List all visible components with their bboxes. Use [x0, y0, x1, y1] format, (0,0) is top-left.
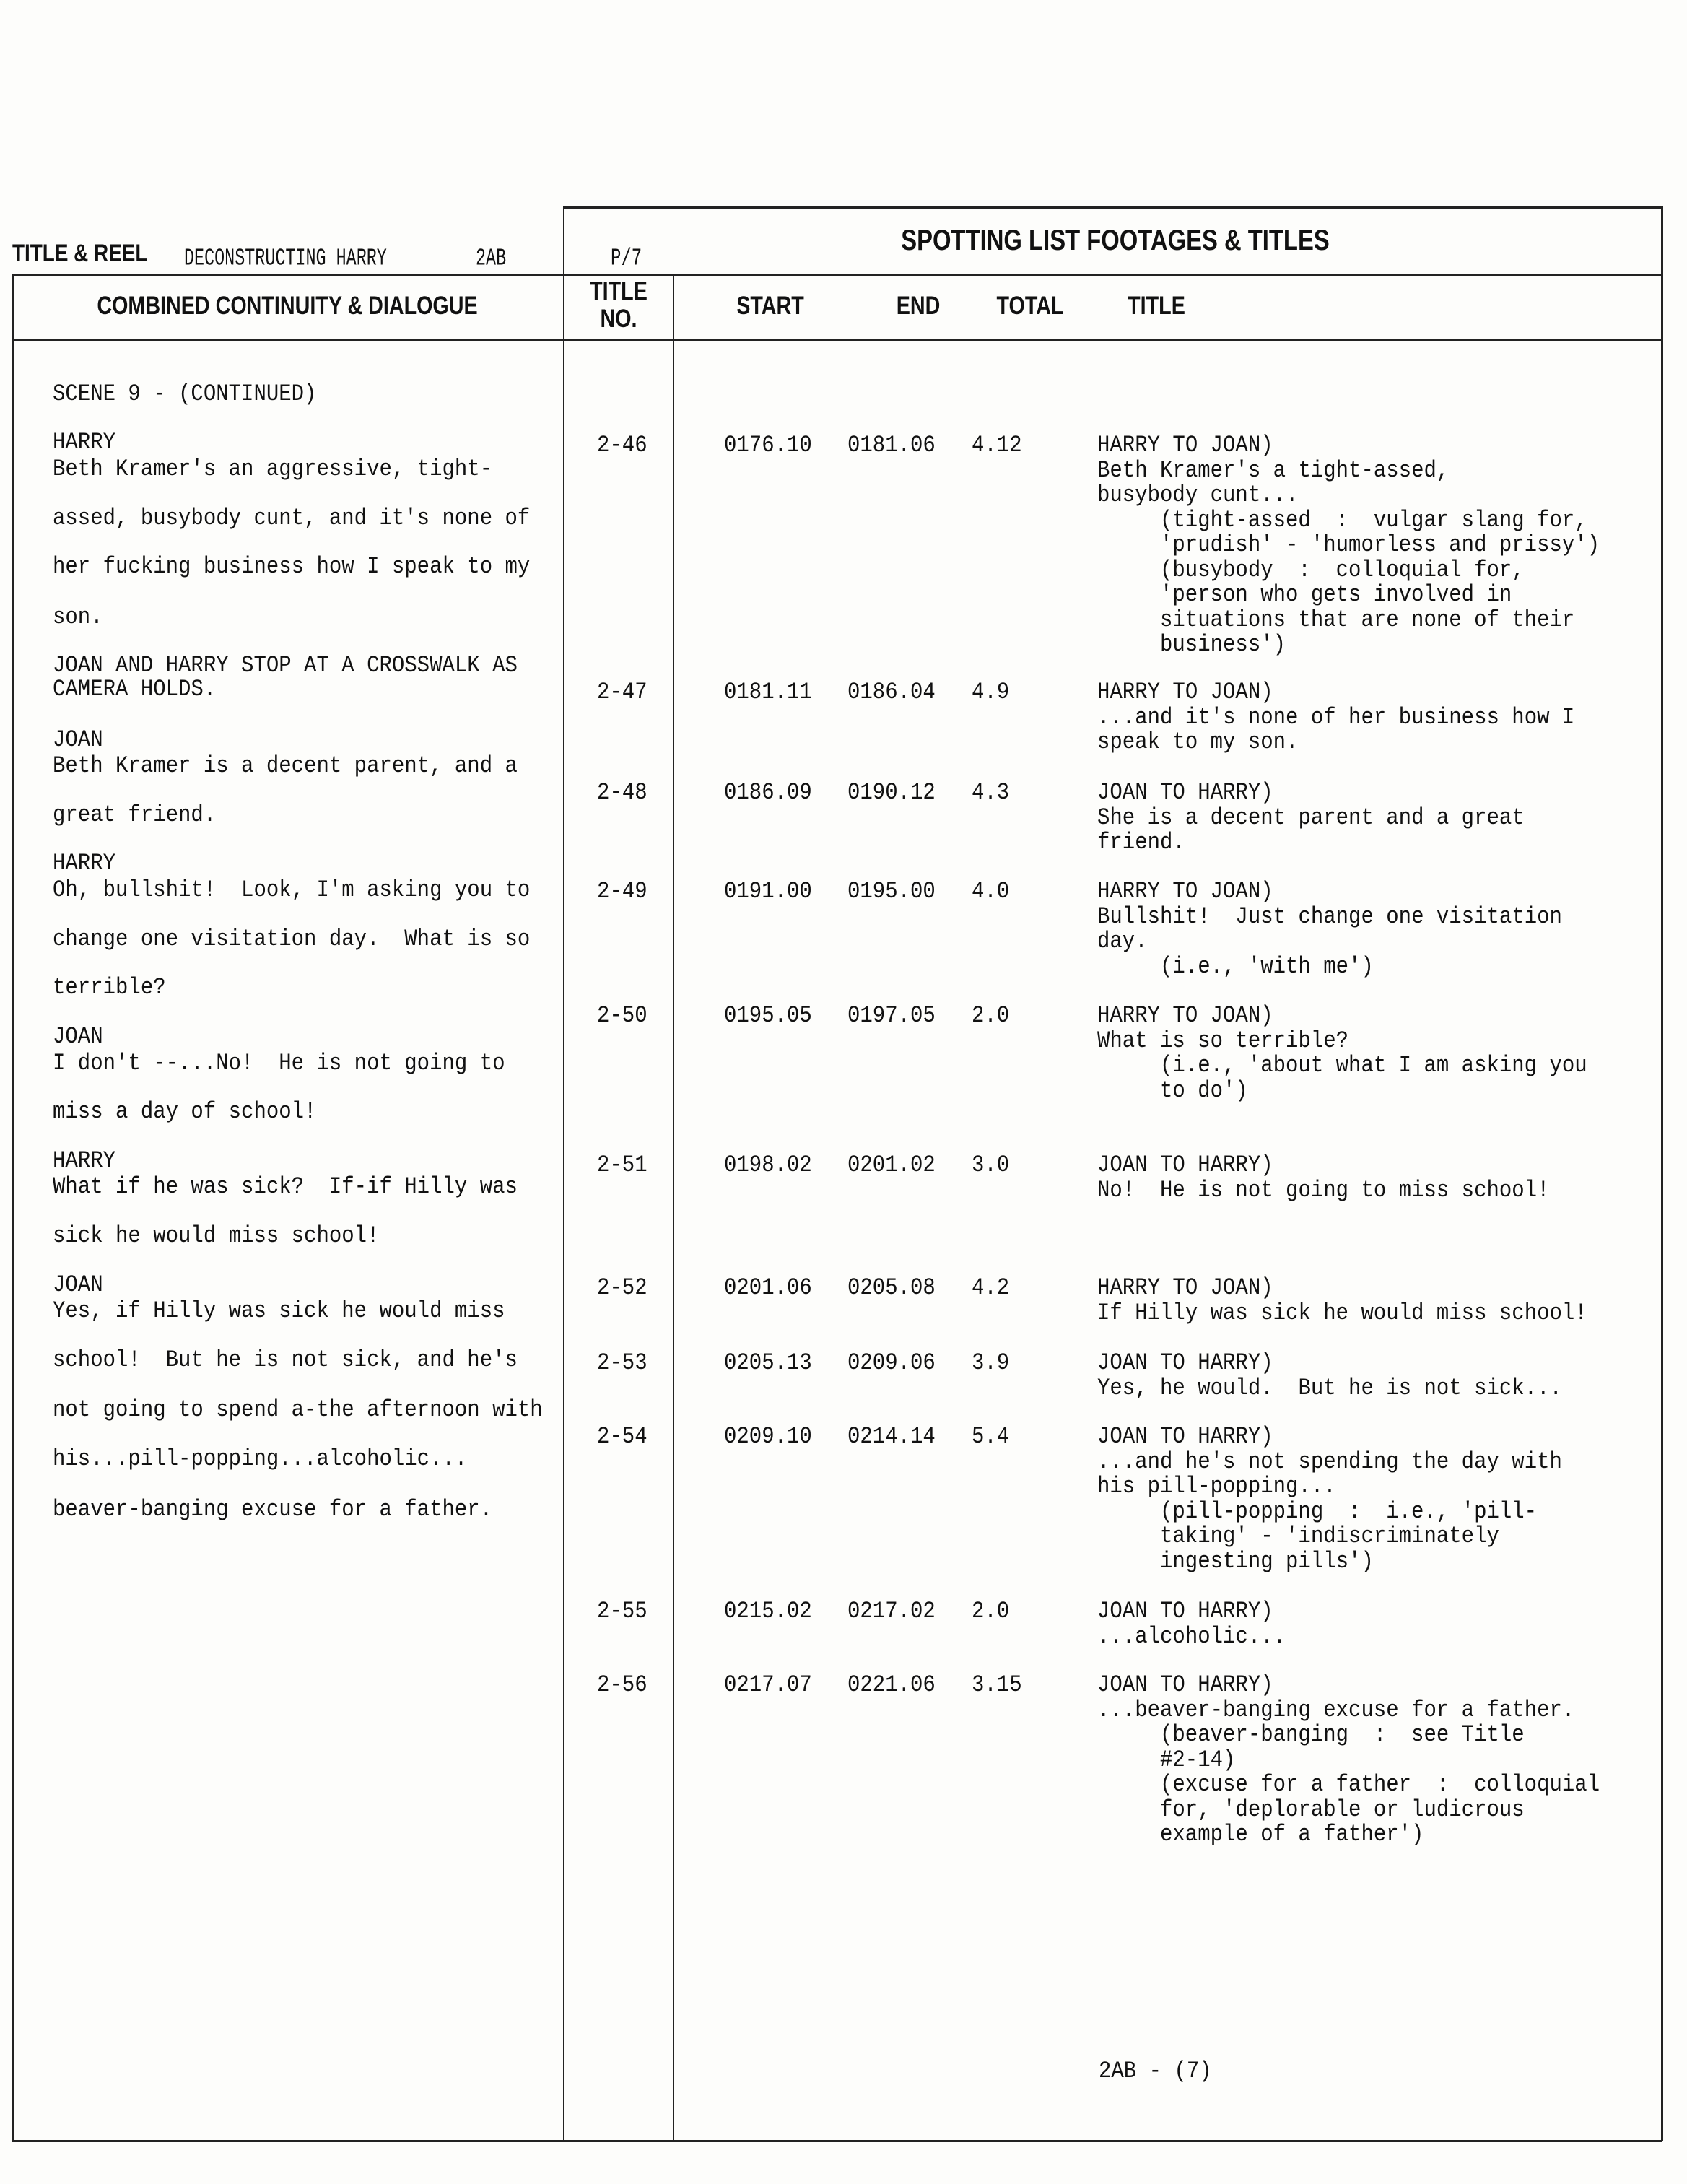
end-footage: 0197.05 — [847, 1002, 936, 1029]
total-footage: 4.3 — [972, 779, 1010, 806]
subtitle-line: ...beaver-banging excuse for a father. — [1097, 1696, 1575, 1723]
subtitle-line: JOAN TO HARRY) — [1097, 1423, 1273, 1450]
continuity-line: terrible? — [53, 974, 166, 1001]
continuity-line: son. — [53, 604, 103, 630]
subtitle-line: HARRY TO JOAN) — [1097, 432, 1273, 458]
continuity-line: SCENE 9 - (CONTINUED) — [53, 380, 317, 407]
continuity-line: great friend. — [53, 801, 217, 828]
end-header: END — [896, 292, 941, 320]
translation-note: example of a father') — [1160, 1821, 1424, 1848]
spotting-list-title: SPOTTING LIST FOOTAGES & TITLES — [901, 225, 1330, 256]
continuity-line: I don't --...No! He is not going to — [53, 1050, 505, 1076]
subtitle-line: Yes, he would. But he is not sick... — [1097, 1374, 1562, 1401]
end-footage: 0190.12 — [847, 779, 936, 806]
title-number: 2-52 — [597, 1274, 648, 1301]
frame-bottom — [12, 2140, 1662, 2142]
start-footage: 0181.11 — [724, 679, 812, 705]
continuity-line: his...pill-popping...alcoholic... — [53, 1445, 468, 1472]
subtitle-line: What is so terrible? — [1097, 1027, 1349, 1054]
continuity-line: Oh, bullshit! Look, I'm asking you to — [53, 876, 531, 903]
frame-right — [1661, 206, 1663, 2141]
total-footage: 2.0 — [972, 1002, 1010, 1029]
subtitle-line: Beth Kramer's a tight-assed, — [1097, 456, 1450, 484]
subtitle-line: JOAN TO HARRY) — [1097, 1671, 1273, 1698]
end-footage: 0201.02 — [847, 1152, 936, 1178]
subtitle-line: busybody cunt... — [1097, 482, 1299, 508]
translation-note: taking' - 'indiscriminately — [1160, 1523, 1499, 1549]
total-footage: 3.9 — [972, 1349, 1010, 1376]
subtitle-line: She is a decent parent and a great — [1097, 804, 1525, 831]
continuity-line: Beth Kramer's an aggressive, tight- — [53, 456, 493, 482]
footer-page-ref: 2AB - (7) — [1099, 2058, 1212, 2084]
subtitle-line: JOAN TO HARRY) — [1097, 779, 1273, 806]
continuity-line: school! But he is not sick, and he's — [53, 1346, 518, 1373]
title-number: 2-54 — [597, 1423, 648, 1450]
frame-column-header-divider — [12, 339, 1662, 341]
start-footage: 0209.10 — [724, 1423, 812, 1450]
end-footage: 0221.06 — [847, 1671, 936, 1698]
film-title: DECONSTRUCTING HARRY — [184, 245, 387, 273]
subtitle-line: ...and it's none of her business how I — [1097, 703, 1575, 731]
translation-note: business') — [1160, 631, 1286, 658]
subtitle-line: JOAN TO HARRY) — [1097, 1349, 1273, 1376]
continuity-line: JOAN — [53, 1271, 103, 1298]
subtitle-line: JOAN TO HARRY) — [1097, 1598, 1273, 1624]
continuity-line: JOAN AND HARRY STOP AT A CROSSWALK AS — [53, 652, 518, 679]
title-number: 2-56 — [597, 1671, 648, 1698]
subtitle-line: HARRY TO JOAN) — [1097, 679, 1273, 705]
end-footage: 0209.06 — [847, 1349, 936, 1376]
end-footage: 0214.14 — [847, 1423, 936, 1450]
subtitle-line: HARRY TO JOAN) — [1097, 1274, 1273, 1301]
end-footage: 0205.08 — [847, 1274, 936, 1301]
title-no-header-1: TITLE — [590, 277, 648, 305]
continuity-line: JOAN — [53, 1023, 103, 1050]
translation-note: (i.e., 'with me') — [1160, 952, 1374, 980]
continuity-line: miss a day of school! — [53, 1098, 317, 1125]
total-footage: 4.2 — [972, 1274, 1010, 1301]
start-footage: 0186.09 — [724, 779, 812, 806]
translation-note: 'person who gets involved in — [1160, 581, 1512, 608]
translation-note: (tight-assed : vulgar slang for, — [1160, 506, 1587, 534]
translation-note: to do') — [1160, 1076, 1248, 1104]
subtitle-line: Bullshit! Just change one visitation — [1097, 902, 1562, 930]
start-footage: 0215.02 — [724, 1598, 812, 1624]
end-footage: 0186.04 — [847, 679, 936, 705]
translation-note: (excuse for a father : colloquial — [1160, 1771, 1600, 1798]
subtitle-line: If Hilly was sick he would miss school! — [1097, 1299, 1587, 1326]
subtitle-line: HARRY TO JOAN) — [1097, 878, 1273, 905]
total-footage: 4.12 — [972, 432, 1022, 458]
start-footage: 0217.07 — [724, 1671, 812, 1698]
total-footage: 4.9 — [972, 679, 1010, 705]
title-number: 2-49 — [597, 878, 648, 905]
title-header: TITLE — [1128, 292, 1185, 320]
total-footage: 2.0 — [972, 1598, 1010, 1624]
page-number: P/7 — [611, 245, 642, 273]
continuity-line: HARRY — [53, 1147, 116, 1174]
translation-note: 'prudish' - 'humorless and prissy') — [1160, 531, 1600, 558]
title-reel-label: TITLE & REEL — [12, 240, 148, 267]
continuity-header: COMBINED CONTINUITY & DIALOGUE — [97, 292, 478, 320]
subtitle-line: No! He is not going to miss school! — [1097, 1176, 1550, 1204]
continuity-line: HARRY — [53, 429, 116, 456]
translation-note: situations that are none of their — [1160, 606, 1575, 633]
total-footage: 5.4 — [972, 1423, 1010, 1450]
frame-header-divider — [12, 274, 1662, 276]
title-number: 2-46 — [597, 432, 648, 458]
subtitle-line: ...and he's not spending the day with — [1097, 1448, 1562, 1475]
continuity-line: JOAN — [53, 726, 103, 753]
translation-note: (beaver-banging : see Title — [1160, 1721, 1525, 1748]
start-header: START — [736, 292, 804, 320]
subtitle-line: day. — [1097, 928, 1148, 954]
translation-note: #2-14) — [1160, 1746, 1236, 1773]
total-footage: 4.0 — [972, 878, 1010, 905]
subtitle-line: his pill-popping... — [1097, 1473, 1336, 1500]
total-footage: 3.0 — [972, 1152, 1010, 1178]
subtitle-line: speak to my son. — [1097, 728, 1299, 755]
reel: 2AB — [476, 245, 507, 273]
end-footage: 0195.00 — [847, 878, 936, 905]
start-footage: 0176.10 — [724, 432, 812, 458]
continuity-line: HARRY — [53, 850, 116, 876]
translation-note: ingesting pills') — [1160, 1547, 1374, 1575]
end-footage: 0181.06 — [847, 432, 936, 458]
title-number: 2-55 — [597, 1598, 648, 1624]
frame-top-right — [563, 206, 1662, 209]
continuity-line: beaver-banging excuse for a father. — [53, 1496, 493, 1523]
continuity-line: Yes, if Hilly was sick he would miss — [53, 1297, 505, 1324]
title-number: 2-53 — [597, 1349, 648, 1376]
continuity-line: not going to spend a-the afternoon with — [53, 1396, 543, 1423]
continuity-line: sick he would miss school! — [53, 1222, 380, 1249]
title-number: 2-51 — [597, 1152, 648, 1178]
translation-note: (busybody : colloquial for, — [1160, 556, 1525, 583]
continuity-line: change one visitation day. What is so — [53, 926, 531, 952]
start-footage: 0198.02 — [724, 1152, 812, 1178]
end-footage: 0217.02 — [847, 1598, 936, 1624]
title-number: 2-47 — [597, 679, 648, 705]
continuity-line: her fucking business how I speak to my — [53, 553, 531, 580]
start-footage: 0205.13 — [724, 1349, 812, 1376]
frame-col-divider-2 — [673, 274, 674, 2141]
total-header: TOTAL — [996, 292, 1064, 320]
translation-note: (pill-popping : i.e., 'pill- — [1160, 1497, 1538, 1525]
frame-col-divider-1 — [563, 206, 564, 2141]
start-footage: 0191.00 — [724, 878, 812, 905]
subtitle-line: JOAN TO HARRY) — [1097, 1152, 1273, 1178]
continuity-line: What if he was sick? If-if Hilly was — [53, 1173, 518, 1200]
continuity-line: CAMERA HOLDS. — [53, 676, 217, 702]
subtitle-line: ...alcoholic... — [1097, 1622, 1286, 1650]
frame-left — [12, 274, 14, 2141]
start-footage: 0195.05 — [724, 1002, 812, 1029]
translation-note: (i.e., 'about what I am asking you — [1160, 1052, 1587, 1079]
total-footage: 3.15 — [972, 1671, 1022, 1698]
title-number: 2-48 — [597, 779, 648, 806]
subtitle-line: HARRY TO JOAN) — [1097, 1002, 1273, 1029]
subtitle-line: friend. — [1097, 829, 1185, 856]
translation-note: for, 'deplorable or ludicrous — [1160, 1796, 1525, 1823]
title-number: 2-50 — [597, 1002, 648, 1029]
continuity-line: Beth Kramer is a decent parent, and a — [53, 752, 518, 779]
start-footage: 0201.06 — [724, 1274, 812, 1301]
continuity-line: assed, busybody cunt, and it's none of — [53, 505, 531, 531]
title-no-header-2: NO. — [600, 305, 637, 333]
